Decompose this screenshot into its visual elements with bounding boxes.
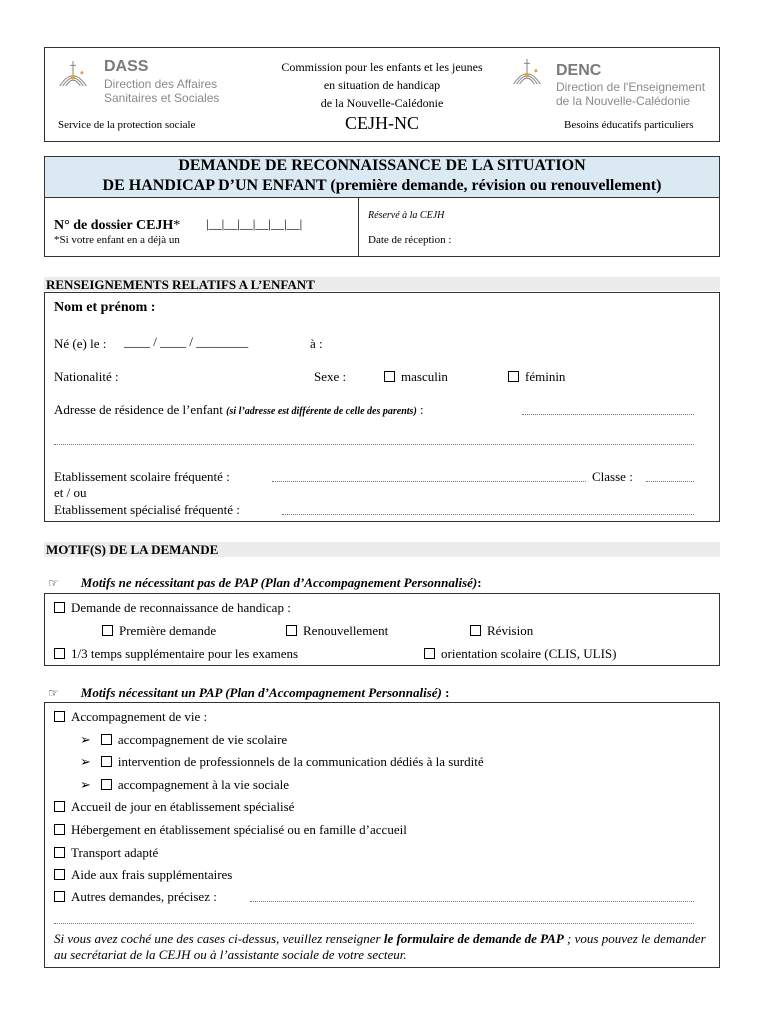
checkbox-orientation[interactable] [424,648,435,659]
other-requests-label: Autres demandes, précisez : [71,889,217,904]
checkbox-social-life[interactable] [101,779,112,790]
checkbox-request[interactable] [54,602,65,613]
life-label: Accompagnement de vie : [71,709,208,724]
checkbox-deafness[interactable] [101,756,112,767]
title-line2: DE HANDICAP D’UN ENFANT (première demande, révision ou renouvellement) [102,177,662,194]
pap-footer-note [54,931,714,963]
reserved-label: Réservé à la CEJH [368,210,445,221]
and-or-label: et / ou [54,485,87,500]
special-label: Etablissement spécialisé fréquenté : [54,502,240,517]
pap-form-link[interactable]: le formulaire de demande de PAP [383,931,564,946]
checkbox-masculin[interactable] [384,371,395,382]
checkbox-renewal[interactable] [286,625,297,636]
name-label: Nom et prénom : [54,300,156,315]
no-pap-heading-row [48,575,482,591]
school-field[interactable] [272,469,586,482]
address-colon: : [420,402,424,417]
denc-brand: DENC [556,62,602,79]
pap-colon: : [441,685,450,700]
orientation-label: orientation scolaire (CLIS, ULIS) [441,646,617,661]
nationality-label: Nationalité : [54,369,119,384]
checkbox-housing[interactable] [54,824,65,835]
section-motifs-heading: MOTIF(S) DE LA DEMANDE [46,542,219,557]
sex-option-feminin[interactable] [508,369,565,385]
dass-line2: Sanitaires et Sociales [104,91,220,105]
renewal-label: Renouvellement [303,623,389,638]
no-pap-heading: Motifs ne nécessitant pas de PAP (Plan d’Accompagnement Personnalisé) [80,575,478,590]
expenses-item[interactable] [54,867,232,883]
dass-logo-icon [56,58,90,92]
title-line1: DEMANDE DE RECONNAISSANCE DE LA SITUATION [178,157,586,174]
checkbox-school-life[interactable] [101,734,112,745]
address-label: Adresse de résidence de l’enfant [54,402,223,417]
address-field-line1[interactable] [522,402,694,415]
checkbox-expenses[interactable] [54,869,65,880]
pap-note-part2: ; vous pouvez le demander au secrétariat de la CEJH ou à l’assistante sociale de votre secteur. [54,931,706,962]
pointing-hand-icon-2: ☞ [48,686,59,700]
other-requests-field-2[interactable] [54,911,694,924]
masculin-label: masculin [401,369,448,384]
first-request-label: Première demande [119,623,217,638]
request-item[interactable] [54,600,291,616]
pap-note-part1: Si vous avez coché une des cases ci-dessus, veuillez renseigner [54,931,384,946]
orientation-item[interactable] [424,646,616,662]
right-caption: Besoins éducatifs particuliers [564,119,694,131]
social-life-label: accompagnement à la vie sociale [117,777,289,792]
housing-item[interactable] [54,822,407,838]
special-field[interactable] [282,502,694,515]
left-caption: Service de la protection sociale [58,119,196,131]
dossier-label-text: N° de dossier CEJH [54,218,174,233]
dass-line1: Direction des Affaires [104,77,218,91]
dossier-number-field[interactable]: |__|__|__|__|__|__| [206,216,303,231]
transport-item[interactable] [54,845,158,861]
dossier-asterisk: * [173,218,181,233]
school-life-label: accompagnement de vie scolaire [117,732,288,747]
arrow-icon: ➢ [80,777,91,792]
life-sub-item-3[interactable] [80,777,289,793]
address-field-line2[interactable] [54,432,694,445]
checkbox-third-time[interactable] [54,648,65,659]
reception-label: Date de réception : [368,234,452,246]
revision-label: Révision [487,623,534,638]
request-label: Demande de reconnaissance de handicap : [71,600,291,615]
dass-brand: DASS [104,58,149,75]
checkbox-first-request[interactable] [102,625,113,636]
arrow-icon: ➢ [80,732,91,747]
dossier-divider [358,197,359,257]
born-date-field[interactable]: ____ / ____ / ________ [124,334,249,349]
section-enfant-heading: RENSEIGNEMENTS RELATIFS A L’ENFANT [46,277,315,292]
no-pap-colon: : [477,575,482,590]
dossier-note: *Si votre enfant en a déjà un [54,234,180,246]
address-note: (si l’adresse est différente de celle des parents) [226,406,417,417]
life-sub-item-1[interactable] [80,732,287,748]
commission-line2: en situation de handicap [323,78,441,92]
pointing-hand-icon: ☞ [48,576,59,590]
school-label: Etablissement scolaire fréquenté : [54,469,230,484]
dossier-label [54,218,180,234]
third-time-label: 1/3 temps supplémentaire pour les examens [71,646,299,661]
other-requests-field-1[interactable] [250,889,694,902]
pap-heading-row [48,685,449,701]
life-item[interactable] [54,709,207,725]
class-field[interactable] [646,469,694,482]
sex-label: Sexe : [314,369,347,384]
born-label: Né (e) le : [54,336,107,351]
checkbox-revision[interactable] [470,625,481,636]
pap-heading: Motifs nécessitant un PAP (Plan d’Accompagnement Personnalisé) [80,685,442,700]
checkbox-day-care[interactable] [54,801,65,812]
day-care-item[interactable] [54,799,294,815]
deafness-label: intervention de professionnels de la communication dédiés à la surdité [117,754,484,769]
housing-label: Hébergement en établissement spécialisé ou en famille d’accueil [71,822,407,837]
checkbox-life[interactable] [54,711,65,722]
feminin-label: féminin [525,369,566,384]
transport-label: Transport adapté [71,845,159,860]
denc-line2: de la Nouvelle-Calédonie [556,94,691,108]
commission-line3: de la Nouvelle-Calédonie [320,96,444,110]
class-label: Classe : [592,469,633,484]
checkbox-feminin[interactable] [508,371,519,382]
sex-option-masculin[interactable] [384,369,448,385]
arrow-icon: ➢ [80,754,91,769]
commission-acronym: CEJH-NC [344,113,419,133]
denc-logo-icon [510,56,544,90]
life-sub-item-2[interactable] [80,754,484,770]
checkbox-other-requests[interactable] [54,891,65,902]
commission-line1: Commission pour les enfants et les jeunes [281,60,483,74]
born-at-label: à : [310,336,323,351]
renewal-item[interactable] [286,623,388,639]
denc-line1: Direction de l'Enseignement [556,80,706,94]
checkbox-transport[interactable] [54,847,65,858]
first-request-item[interactable] [102,623,216,639]
revision-item[interactable] [470,623,533,639]
other-requests-item[interactable] [54,889,217,905]
third-time-item[interactable] [54,646,298,662]
address-row [54,402,424,418]
dass-logo [56,52,246,112]
denc-logo [510,52,718,112]
expenses-label: Aide aux frais supplémentaires [71,867,233,882]
day-care-label: Accueil de jour en établissement spécialisé [71,799,295,814]
